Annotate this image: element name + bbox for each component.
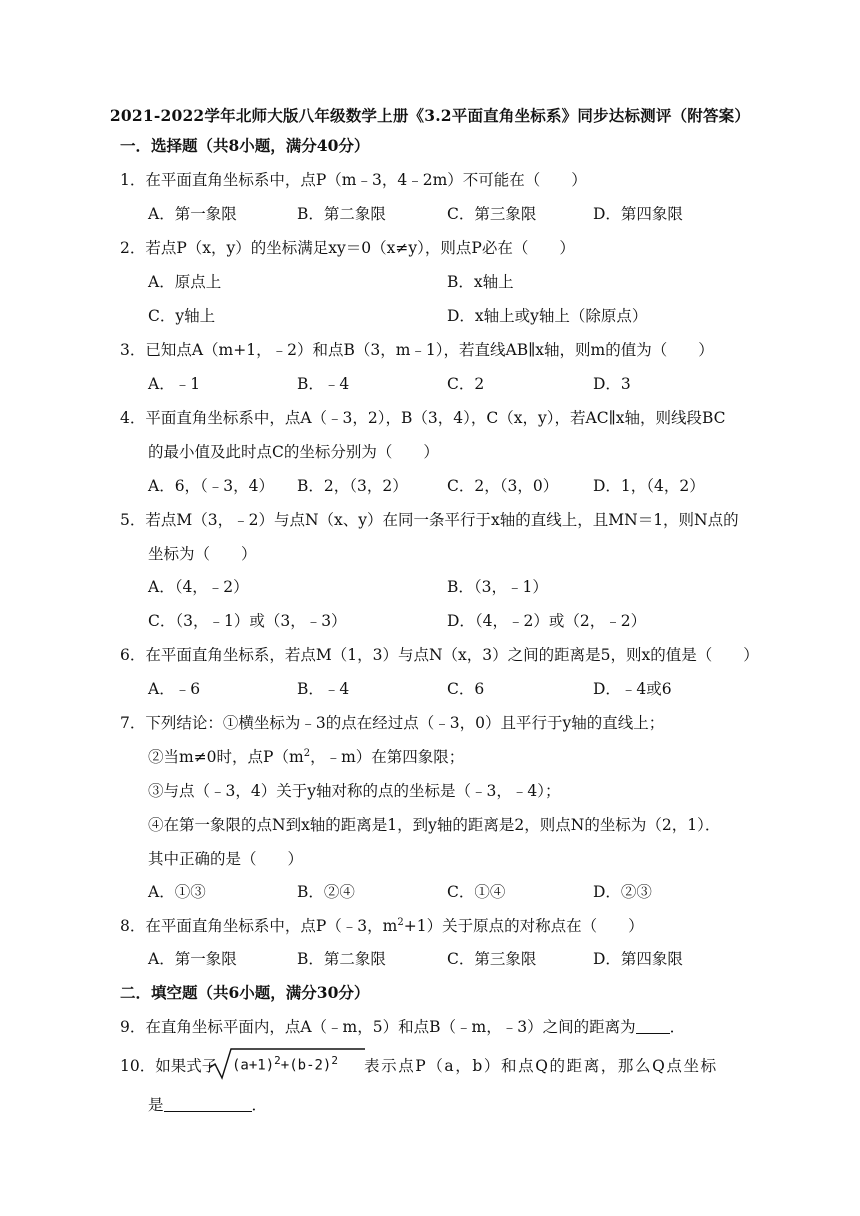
q10-radicand-b: +(b-2)	[280, 1057, 332, 1074]
q7-statement-4: ④在第一象限的点N到x轴的距离是1，到y轴的距离是2，则点N的坐标为（2，1）．	[148, 816, 721, 834]
q3-option-c: C．2	[447, 375, 485, 393]
question-4-stem-cont: 的最小值及此时点C的坐标分别为（ ）	[148, 443, 439, 461]
q8-option-c: C．第三象限	[447, 950, 537, 968]
q10-radicand-a: (a+1)	[232, 1057, 275, 1074]
q3-option-b: B．﹣4	[297, 375, 350, 393]
q5-option-b: B．（3，﹣1）	[447, 578, 548, 596]
question-3-stem: 3．已知点A（m+1，﹣2）和点B（3，m﹣1），若直线AB∥x轴，则m的值为（ ）	[120, 341, 714, 359]
q10-radicand	[232, 1054, 338, 1074]
question-5-stem-cont: 坐标为（ ）	[148, 545, 257, 563]
q3-option-d: D．3	[593, 375, 631, 393]
q7-option-a: A．①③	[148, 883, 206, 901]
q8-stem-text: 8．在平面直角坐标系中，点P（﹣3，m	[120, 917, 398, 935]
q1-option-a: A．第一象限	[148, 205, 237, 223]
question-4-stem: 4．平面直角坐标系中，点A（﹣3，2），B（3，4），C（x，y），若AC∥x轴，则线段BC	[120, 409, 726, 427]
q4-option-d: D．1，（4，2）	[593, 477, 705, 495]
q2-option-c: C．y轴上	[148, 307, 216, 325]
q1-option-b: B．第二象限	[297, 205, 386, 223]
q8-exponent: 2	[397, 916, 404, 928]
question-5-stem: 5．若点M（3，﹣2）与点N（x、y）在同一条平行于x轴的直线上，且MN＝1，则N点的	[120, 511, 739, 529]
q1-option-c: C．第三象限	[447, 205, 537, 223]
q9-stem-text: 9．在直角坐标平面内，点A（﹣m，5）和点B（﹣m，﹣3）之间的距离为	[120, 1018, 636, 1036]
q4-option-b: B．2，（3，2）	[297, 477, 408, 495]
q10-line2-text: 是	[148, 1096, 164, 1114]
section-choice-heading: 一．选择题（共8小题，满分40分）	[120, 136, 370, 155]
q7-statement-2	[148, 745, 464, 767]
q7-option-d: D．②③	[593, 883, 652, 901]
question-2-stem: 2．若点P（x，y）的坐标满足xy＝0（x≠y），则点P必在（ ）	[120, 239, 575, 257]
q5-option-d: D．（4，﹣2）或（2，﹣2）	[447, 612, 647, 630]
question-8-stem	[120, 914, 740, 936]
q8-option-d: D．第四象限	[593, 950, 683, 968]
q2-option-a: A．原点上	[148, 273, 222, 291]
q4-option-c: C．2，（3，0）	[447, 477, 559, 495]
q7-prompt: 其中正确的是（ ）	[148, 850, 304, 868]
q9-stem-end: ．	[669, 1018, 686, 1036]
q7-statement-3: ③与点（﹣3，4）关于y轴对称的点的坐标是（﹣3，﹣4）；	[148, 782, 561, 800]
q1-option-d: D．第四象限	[593, 205, 683, 223]
question-10-line-2	[148, 1093, 267, 1115]
question-10-stem-end: 表示点P（a，b）和点Q的距离，那么Q点坐标	[364, 1057, 718, 1075]
q3-option-a: A．﹣1	[148, 375, 201, 393]
question-10-stem-start: 10．如果式子	[120, 1057, 218, 1075]
q10-exponent-2: 2	[331, 1054, 338, 1067]
q8-option-b: B．第二象限	[297, 950, 386, 968]
question-1-stem: 1．在平面直角坐标系中，点P（m﹣3，4﹣2m）不可能在（ ）	[120, 171, 587, 189]
question-6-stem: 6．在平面直角坐标系，若点M（1，3）与点N（x，3）之间的距离是5，则x的值是（ ）	[120, 646, 759, 664]
q4-option-a: A．6，（﹣3，4）	[148, 477, 275, 495]
question-7-stem: 7．下列结论：①横坐标为﹣3的点在经过点（﹣3，0）且平行于y轴的直线上；	[120, 714, 665, 732]
q7-option-c: C．①④	[447, 883, 506, 901]
q10-answer-blank[interactable]	[164, 1097, 252, 1112]
q2-option-d: D．x轴上或y轴上（除原点）	[447, 307, 648, 325]
q7-s2-text: ②当m≠0时，点P（m	[148, 748, 304, 766]
q8-stem-text-end: +1）关于原点的对称点在（ ）	[403, 917, 644, 935]
q5-option-c: C．（3，﹣1）或（3，﹣3）	[148, 612, 347, 630]
q9-answer-blank[interactable]	[636, 1019, 670, 1034]
q6-option-d: D．﹣4或6	[593, 680, 672, 698]
q8-option-a: A．第一象限	[148, 950, 237, 968]
question-9-stem	[120, 1015, 740, 1037]
section-fill-heading: 二．填空题（共6小题，满分30分）	[120, 983, 370, 1002]
q7-s2-text-end: ，﹣m）在第四象限；	[310, 748, 465, 766]
q10-exponent-1: 2	[274, 1054, 281, 1067]
q10-line2-end: ．	[251, 1096, 268, 1114]
q5-option-a: A．（4，﹣2）	[148, 578, 249, 596]
document-title: 2021-2022学年北师大版八年级数学上册《3.2平面直角坐标系》同步达标测评（附答案）	[109, 106, 751, 125]
q7-option-b: B．②④	[297, 883, 355, 901]
q7-s2-exponent: 2	[303, 747, 311, 759]
q2-option-b: B．x轴上	[447, 273, 514, 291]
q6-option-b: B．﹣4	[297, 680, 350, 698]
q6-option-a: A．﹣6	[148, 680, 201, 698]
q6-option-c: C．6	[447, 680, 485, 698]
